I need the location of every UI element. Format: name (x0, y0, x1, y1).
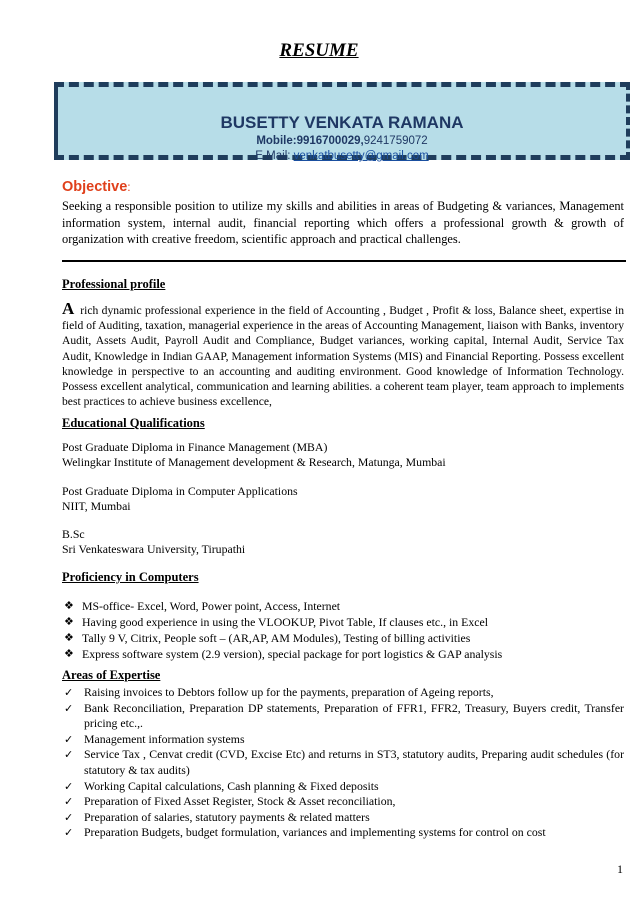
checkmark-icon: ✓ (64, 748, 74, 762)
list-item: ✓ Service Tax , Cenvat credit (CVD, Excise Etc) and returns in ST3, statutory audits, Preparing audit schedules (for statutory & tax audits) (64, 747, 624, 777)
mobile-label: Mobile: (256, 135, 297, 147)
computers-list (62, 598, 624, 662)
diamond-bullet-icon: ❖ (64, 615, 74, 628)
list-item: ✓ Raising invoices to Debtors follow up for the payments, preparation of Ageing reports, (64, 685, 494, 699)
education-item: B.Sc Sri Venkateswara University, Tirupathi (62, 527, 246, 556)
mobile-line (58, 135, 626, 147)
checkmark-icon: ✓ (64, 701, 74, 715)
mobile-primary: 9916700029, (296, 135, 364, 147)
profile-heading: Professional profile (62, 277, 166, 291)
list-item: ❖ MS-office- Excel, Word, Power point, Access, Internet (64, 599, 341, 613)
profile-text: A rich dynamic professional experience in the field of Accounting , Budget , Profit & loss, Balance sheet, expertise in field of Auditing, taxation, managerial experience in the areas of Accounting Management, liaison with Banks, inventory Audit, Assets Audit, Payroll Audit and Compliance, Budget variances, working capital, Internal Audit, Service Tax Audit, Knowledge in Indian GAAP, Management information Systems (MIS) and Financial Reporting. Possess excellent knowledge in perspective to an accounting and auditing environment. Good knowledge of Information Technology. Possess excellent analytical, communication and learning abilities. a coherent team player, team approach to implements best practices to achieve business excellence, (62, 299, 624, 409)
computers-heading: Proficiency in Computers (62, 570, 199, 584)
candidate-name: BUSETTY VENKATA RAMANA (220, 113, 464, 132)
header-banner (54, 82, 630, 160)
profile-drop-cap: A (62, 299, 75, 318)
objective-text: Seeking a responsible position to utilize my skills and abilities in areas of Budgeting & variances, Management information system, internal audit, financial reporting which offers a professional growth & growth of organization with creative freedom, scientific approach and practical challenges. (62, 199, 624, 246)
checkmark-icon: ✓ (64, 795, 74, 809)
diamond-bullet-icon: ❖ (64, 599, 74, 612)
list-item: ✓ Working Capital calculations, Cash planning & Fixed deposits (64, 778, 379, 793)
list-item: ❖ Tally 9 V, Citrix, People soft – (AR,AP, AM Modules), Testing of billing activities (64, 631, 471, 645)
list-item: ❖ Express software system (2.9 version), special package for port logistics & GAP analysis (64, 647, 503, 661)
list-item: ✓ Preparation of Fixed Asset Register, Stock & Asset reconciliation, (64, 794, 396, 809)
mobile-secondary: 9241759072 (363, 135, 428, 147)
education-heading: Educational Qualifications (62, 416, 205, 430)
checkmark-icon: ✓ (64, 826, 74, 840)
checkmark-icon: ✓ (64, 779, 74, 793)
email-link[interactable]: venkatbusetty@gmail.com (293, 150, 429, 162)
checkmark-icon: ✓ (64, 686, 74, 699)
education-item: Post Graduate Diploma in Finance Management (MBA) Welingkar Institute of Management development & Research, Matunga, Mumbai (62, 440, 446, 469)
page-number: 1 (617, 862, 623, 876)
list-item: ✓ Preparation Budgets, budget formulation, variances and implementing systems for control on cost (64, 825, 546, 840)
objective-heading: Objective: (62, 179, 131, 195)
expertise-list (62, 685, 624, 841)
list-item: ✓ Management information systems (64, 731, 245, 746)
resume-title: RESUME (279, 40, 359, 61)
email-label: E Mail: (255, 150, 294, 162)
section-divider (62, 260, 626, 262)
diamond-bullet-icon: ❖ (64, 647, 74, 660)
checkmark-icon: ✓ (64, 810, 74, 824)
list-item: ❖ Having good experience in using the VLOOKUP, Pivot Table, If clauses etc., in Excel (64, 615, 488, 629)
education-item: Post Graduate Diploma in Computer Applications NIIT, Mumbai (62, 484, 298, 513)
list-item: ✓ Preparation of salaries, statutory payments & related matters (64, 809, 370, 824)
checkmark-icon: ✓ (64, 732, 74, 746)
expertise-heading: Areas of Expertise (62, 668, 161, 682)
email-line (58, 150, 626, 162)
diamond-bullet-icon: ❖ (64, 631, 74, 644)
list-item: ✓ Bank Reconciliation, Preparation DP statements, Preparation of FFR1, FFR2, Treasury, Buyers credit, Transfer pricing etc.,. (64, 700, 624, 731)
